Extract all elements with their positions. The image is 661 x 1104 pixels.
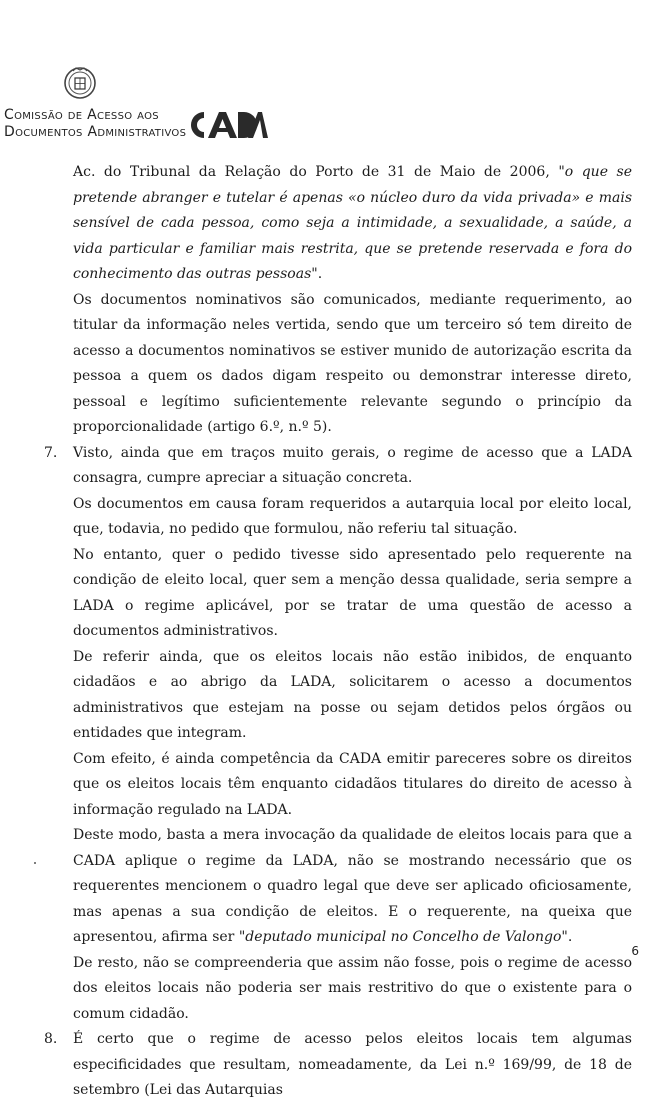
scan-speck <box>34 862 36 864</box>
page-number: 6 <box>631 944 639 958</box>
org-name-line-2: Documentos Administrativos <box>4 124 187 140</box>
paragraph-elected-officials: De referir ainda, que os eleitos locais não estão inibidos, de enquanto cidadãos e ao abrigo da LADA, solicitarem o acesso a documentos administrativos que estejam na posse ou sejam detidos pelos órgãos ou entidades que integram. <box>73 648 632 741</box>
paragraph-documents-requested: Os documentos em causa foram requeridos a autarquia local por eleito local, que, todavia, no pedido que formulou, não referiu tal situação. <box>73 495 632 537</box>
list-number: 8. <box>44 1031 58 1047</box>
paragraph-moreover: De resto, não se compreenderia que assim não fosse, pois o regime de acesso dos eleitos locais não poderia ser mais restritivo do que o existente para o comum cidadão. <box>73 954 632 1022</box>
page-header <box>0 0 661 150</box>
paragraph-item-8: 8. É certo que o regime de acesso pelos eleitos locais tem algumas especificidades que resultam, nomeadamente, da Lei n.º 169/99, de 18 de setembro (Lei das Autarquias <box>44 1027 632 1104</box>
org-name-line-1: Comissão de Acesso aos <box>4 107 159 123</box>
paragraph-however: No entanto, quer o pedido tivesse sido apresentado pelo requerente na condição de eleito local, quer sem a menção dessa qualidade, seria sempre a LADA o regime aplicável, por se tratar de uma questão de acesso a documentos administrativos. <box>73 546 632 639</box>
organization-name <box>4 107 186 141</box>
coat-of-arms-seal-icon <box>63 65 97 101</box>
paragraph-cada-competence: Com efeito, é ainda competência da CADA emitir pareceres sobre os direitos que os eleitos locais têm enquanto cidadãos titulares do direito de acesso à informação regulado na LADA. <box>73 750 632 818</box>
paragraph-item-7: 7. Visto, ainda que em traços muito gerais, o regime de acesso que a LADA consagra, cumpre apreciar a situação concreta. <box>44 441 632 492</box>
list-number: 7. <box>44 444 58 461</box>
document-body <box>44 160 632 1104</box>
paragraph-invocation: Deste modo, basta a mera invocação da qualidade de eleitos locais para que a CADA aplique o regime da LADA, não se mostrando necessário que os requerentes mencionem o quadro legal que deve ser aplicado oficiosamente, mas apenas a sua condição de eleitos. E o requerente, na queixa que apresentou, afirma ser "deputado municipal no Concelho de Valongo". <box>73 827 632 945</box>
paragraph-nominative-documents: Os documentos nominativos são comunicados, mediante requerimento, ao titular da informação neles vertida, sendo que um terceiro só tem direito de acesso a documentos nominativos se estiver munido de autorização escrita da pessoa a quem os dados digam respeito ou demonstrar interesse direto, pessoal e legítimo suficientemente relevante segundo o princípio da proporcionalidade (artigo 6.º, n.º 5). <box>73 291 632 435</box>
paragraph-court-ruling: Ac. do Tribunal da Relação do Porto de 31 de Maio de 2006, "o que se pretende abranger e tutelar é apenas «o núcleo duro da vida privada» e mais sensível de cada pessoa, como seja a intimidade, a sexualidade, a saúde, a vida particular e familiar mais restrita, que se pretende reservada e fora do conhecimento das outras pessoas". <box>73 164 632 282</box>
cada-logo <box>188 108 268 142</box>
